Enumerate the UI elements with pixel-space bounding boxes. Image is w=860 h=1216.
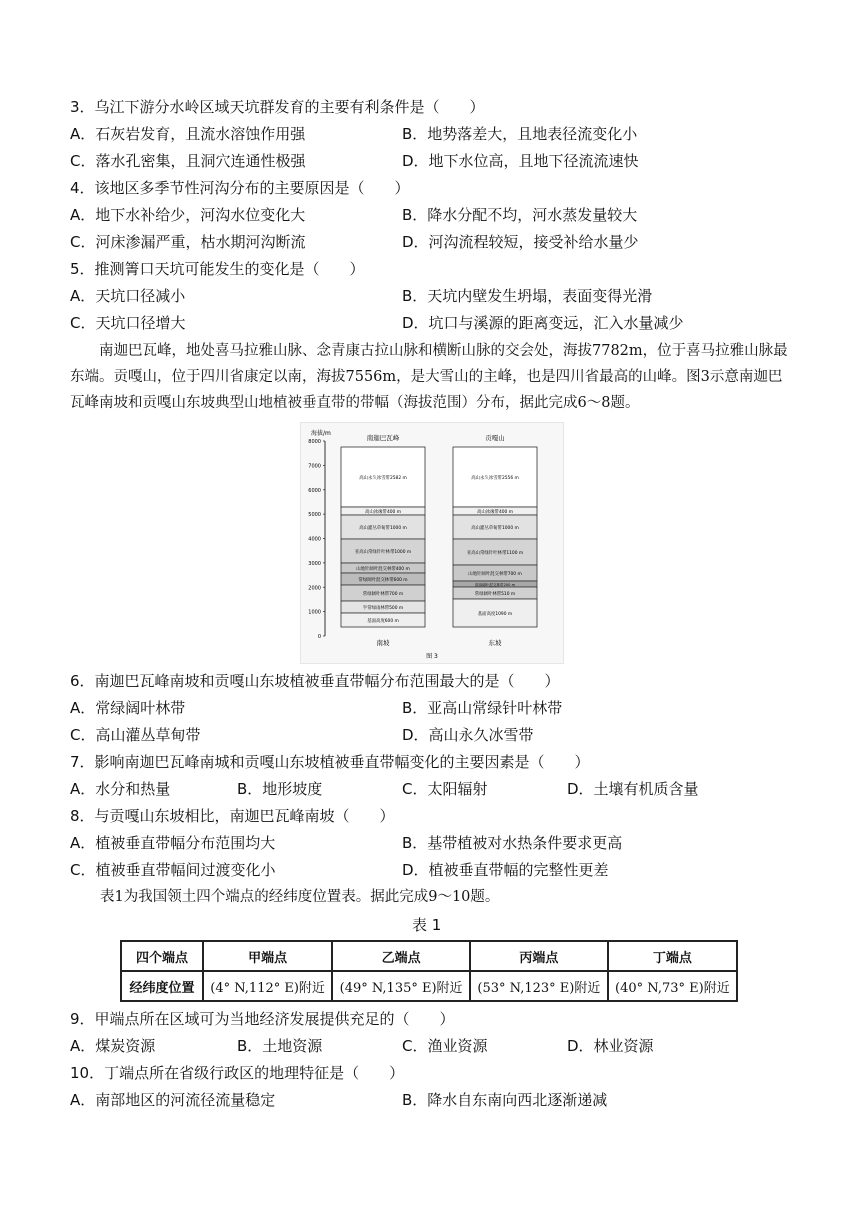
vegetation-belt-label: 常绿阔叶混交林带600 m <box>358 577 408 583</box>
y-tick-label: 1000 <box>308 609 321 616</box>
q9-option-a: A．煤炭资源 <box>70 1037 156 1055</box>
y-ticks <box>308 439 325 640</box>
vegetation-belt-label: 基面高度600 m <box>367 618 399 624</box>
q3-option-a: A．石灰岩发育，且流水溶蚀作用强 <box>70 125 306 143</box>
vegetation-belt-label: 半常绿雨林带500 m <box>362 605 404 611</box>
q7-stem: 7．影响南迦巴瓦峰南城和贡嘎山东坡植被垂直带幅变化的主要因素是（ ） <box>70 753 590 771</box>
q6-option-d: D．高山永久冰雪带 <box>402 726 534 744</box>
q6-stem: 6．南迦巴瓦峰南坡和贡嘎山东坡植被垂直带幅分布范围最大的是（ ） <box>70 672 560 690</box>
vegetation-belt-label: 常绿阔叶林带510 m <box>474 591 516 597</box>
y-tick-label: 4000 <box>308 536 321 543</box>
q4-option-a: A．地下水补给少，河沟水位变化大 <box>70 206 306 224</box>
right-column-slope: 东坡 <box>488 639 502 647</box>
table-1-caption: 表 1 <box>412 916 442 934</box>
q10-option-b: B．降水自东南向西北逐渐递减 <box>402 1091 608 1109</box>
q8-option-d: D．植被垂直带幅的完整性更差 <box>402 861 609 879</box>
vegetation-belt-label: 高山冰缘带400 m <box>476 509 514 515</box>
table-header-cell: 丙端点 <box>470 941 608 971</box>
table-cell: (49° N,135° E)附近 <box>332 971 470 1001</box>
q3-option-d: D．地下水位高，且地下径流流速快 <box>402 152 639 170</box>
q5-option-b: B．天坑内壁发生坍塌，表面变得光滑 <box>402 287 653 305</box>
q10-option-a: A．南部地区的河流径流量稳定 <box>70 1091 276 1109</box>
table-row <box>121 971 737 1001</box>
q3-option-c: C．落水孔密集，且洞穴连通性极强 <box>70 152 306 170</box>
q5-option-a: A．天坑口径减小 <box>70 287 186 305</box>
q4-option-c: C．河床渗漏严重，枯水期河沟断流 <box>70 233 306 251</box>
q3-option-b: B．地势落差大，且地表径流变化小 <box>402 125 638 143</box>
vegetation-belt-label: 高山永久冰雪带2582 m <box>359 475 407 481</box>
figure-3-svg <box>301 423 563 663</box>
table-header-row <box>121 941 737 971</box>
vegetation-belt-label: 高山永久冰雪带2556 m <box>471 475 519 481</box>
vegetation-belt-label: 常绿阔叶林带700 m <box>362 591 404 597</box>
table-cell: (4° N,112° E)附近 <box>203 971 332 1001</box>
vegetation-belt-label: 高山灌丛草甸带1000 m <box>471 525 519 531</box>
vegetation-belt-label: 基面高度1090 m <box>477 611 513 617</box>
vegetation-belt-label: 高山冰缘带400 m <box>364 509 402 515</box>
y-tick-label: 2000 <box>308 585 321 592</box>
figure-3-caption: 图 3 <box>426 653 438 660</box>
q8-option-c: C．植被垂直带幅间过渡变化小 <box>70 861 276 879</box>
figure-3-vegetation-belts <box>300 422 564 664</box>
y-axis-title: 海拔/m <box>311 430 331 437</box>
q6-option-b: B．亚高山常绿针叶林带 <box>402 699 563 717</box>
intro-paragraph-6-8: 南迦巴瓦峰，地处喜马拉雅山脉、念青康古拉山脉和横断山脉的交会处，海拔7782m，位于喜马拉雅山脉最东端。贡嘎山，位于四川省康定以南，海拔7556m，是大雪山的主峰，也是四川省最高的山峰。图3示意南迦巴瓦峰南坡和贡嘎山东坡典型山地植被垂直带的带幅（海拔范围）分布，据此完成6～8题。 <box>70 343 788 411</box>
left-column-title: 南迦巴瓦峰 <box>366 434 400 442</box>
q5-option-c: C．天坑口径增大 <box>70 314 186 332</box>
table-header-cell: 丁端点 <box>608 941 737 971</box>
y-tick-label: 6000 <box>308 487 321 494</box>
q8-option-a: A．植被垂直带幅分布范围均大 <box>70 834 276 852</box>
vegetation-belt-label: 山地针阔叶混交林带700 m <box>468 571 522 577</box>
q8-stem: 8．与贡嘎山东坡相比，南迦巴瓦峰南坡（ ） <box>70 807 395 825</box>
y-tick-label: 7000 <box>308 463 321 470</box>
intro-paragraph-9-10: 表1为我国领土四个端点的经纬度位置表。据此完成9～10题。 <box>100 889 500 905</box>
q10-stem: 10．丁端点所在省级行政区的地理特征是（ ） <box>70 1064 405 1082</box>
vegetation-belt-label: 常绿阔叶混交林带200 m <box>474 582 516 587</box>
q7-option-a: A．水分和热量 <box>70 780 171 798</box>
q4-stem: 4．该地区多季节性河沟分布的主要原因是（ ） <box>70 179 410 197</box>
y-tick-label: 5000 <box>308 512 321 519</box>
q9-option-d: D．林业资源 <box>567 1037 654 1055</box>
y-tick-label: 0 <box>317 634 321 640</box>
right-column-belts <box>453 447 537 627</box>
table-cell: (40° N,73° E)附近 <box>608 971 737 1001</box>
table-header-cell: 甲端点 <box>203 941 332 971</box>
q9-stem: 9．甲端点所在区域可为当地经济发展提供充足的（ ） <box>70 1010 455 1028</box>
y-tick-label: 3000 <box>308 560 321 567</box>
q6-option-a: A．常绿阔叶林带 <box>70 699 186 717</box>
q6-option-c: C．高山灌丛草甸带 <box>70 726 201 744</box>
q7-option-c: C．太阳辐射 <box>402 780 488 798</box>
vegetation-belt-label: 亚高山常绿针叶林带1100 m <box>466 550 524 556</box>
right-column-title: 贡嘎山 <box>485 434 505 442</box>
q5-stem: 5．推测箐口天坑可能发生的变化是（ ） <box>70 260 365 278</box>
table-cell: 经纬度位置 <box>121 971 203 1001</box>
q9-option-c: C．渔业资源 <box>402 1037 488 1055</box>
vegetation-belt-label: 亚高山常绿针叶林带1000 m <box>354 549 412 555</box>
q9-option-b: B．土地资源 <box>237 1037 323 1055</box>
left-column-slope: 南坡 <box>376 639 390 647</box>
q5-option-d: D．坑口与溪源的距离变远，汇入水量减少 <box>402 314 684 332</box>
vegetation-belt-label: 山地针阔叶混交林带400 m <box>356 566 410 572</box>
q7-option-b: B．地形坡度 <box>237 780 323 798</box>
table-header-cell: 四个端点 <box>121 941 203 971</box>
q4-option-d: D．河沟流程较短，接受补给水量少 <box>402 233 639 251</box>
q4-option-b: B．降水分配不均，河水蒸发量较大 <box>402 206 638 224</box>
table-header-cell: 乙端点 <box>332 941 470 971</box>
vegetation-belt-label: 高山灌丛草甸带1000 m <box>359 525 407 531</box>
table-1-endpoints <box>120 940 738 1002</box>
q7-option-d: D．土壤有机质含量 <box>567 780 699 798</box>
q3-stem: 3．乌江下游分水岭区域天坑群发育的主要有利条件是（ ） <box>70 98 485 116</box>
table-cell: (53° N,123° E)附近 <box>470 971 608 1001</box>
left-column-belts <box>341 447 425 627</box>
y-tick-label: 8000 <box>308 439 321 445</box>
q8-option-b: B．基带植被对水热条件要求更高 <box>402 834 623 852</box>
